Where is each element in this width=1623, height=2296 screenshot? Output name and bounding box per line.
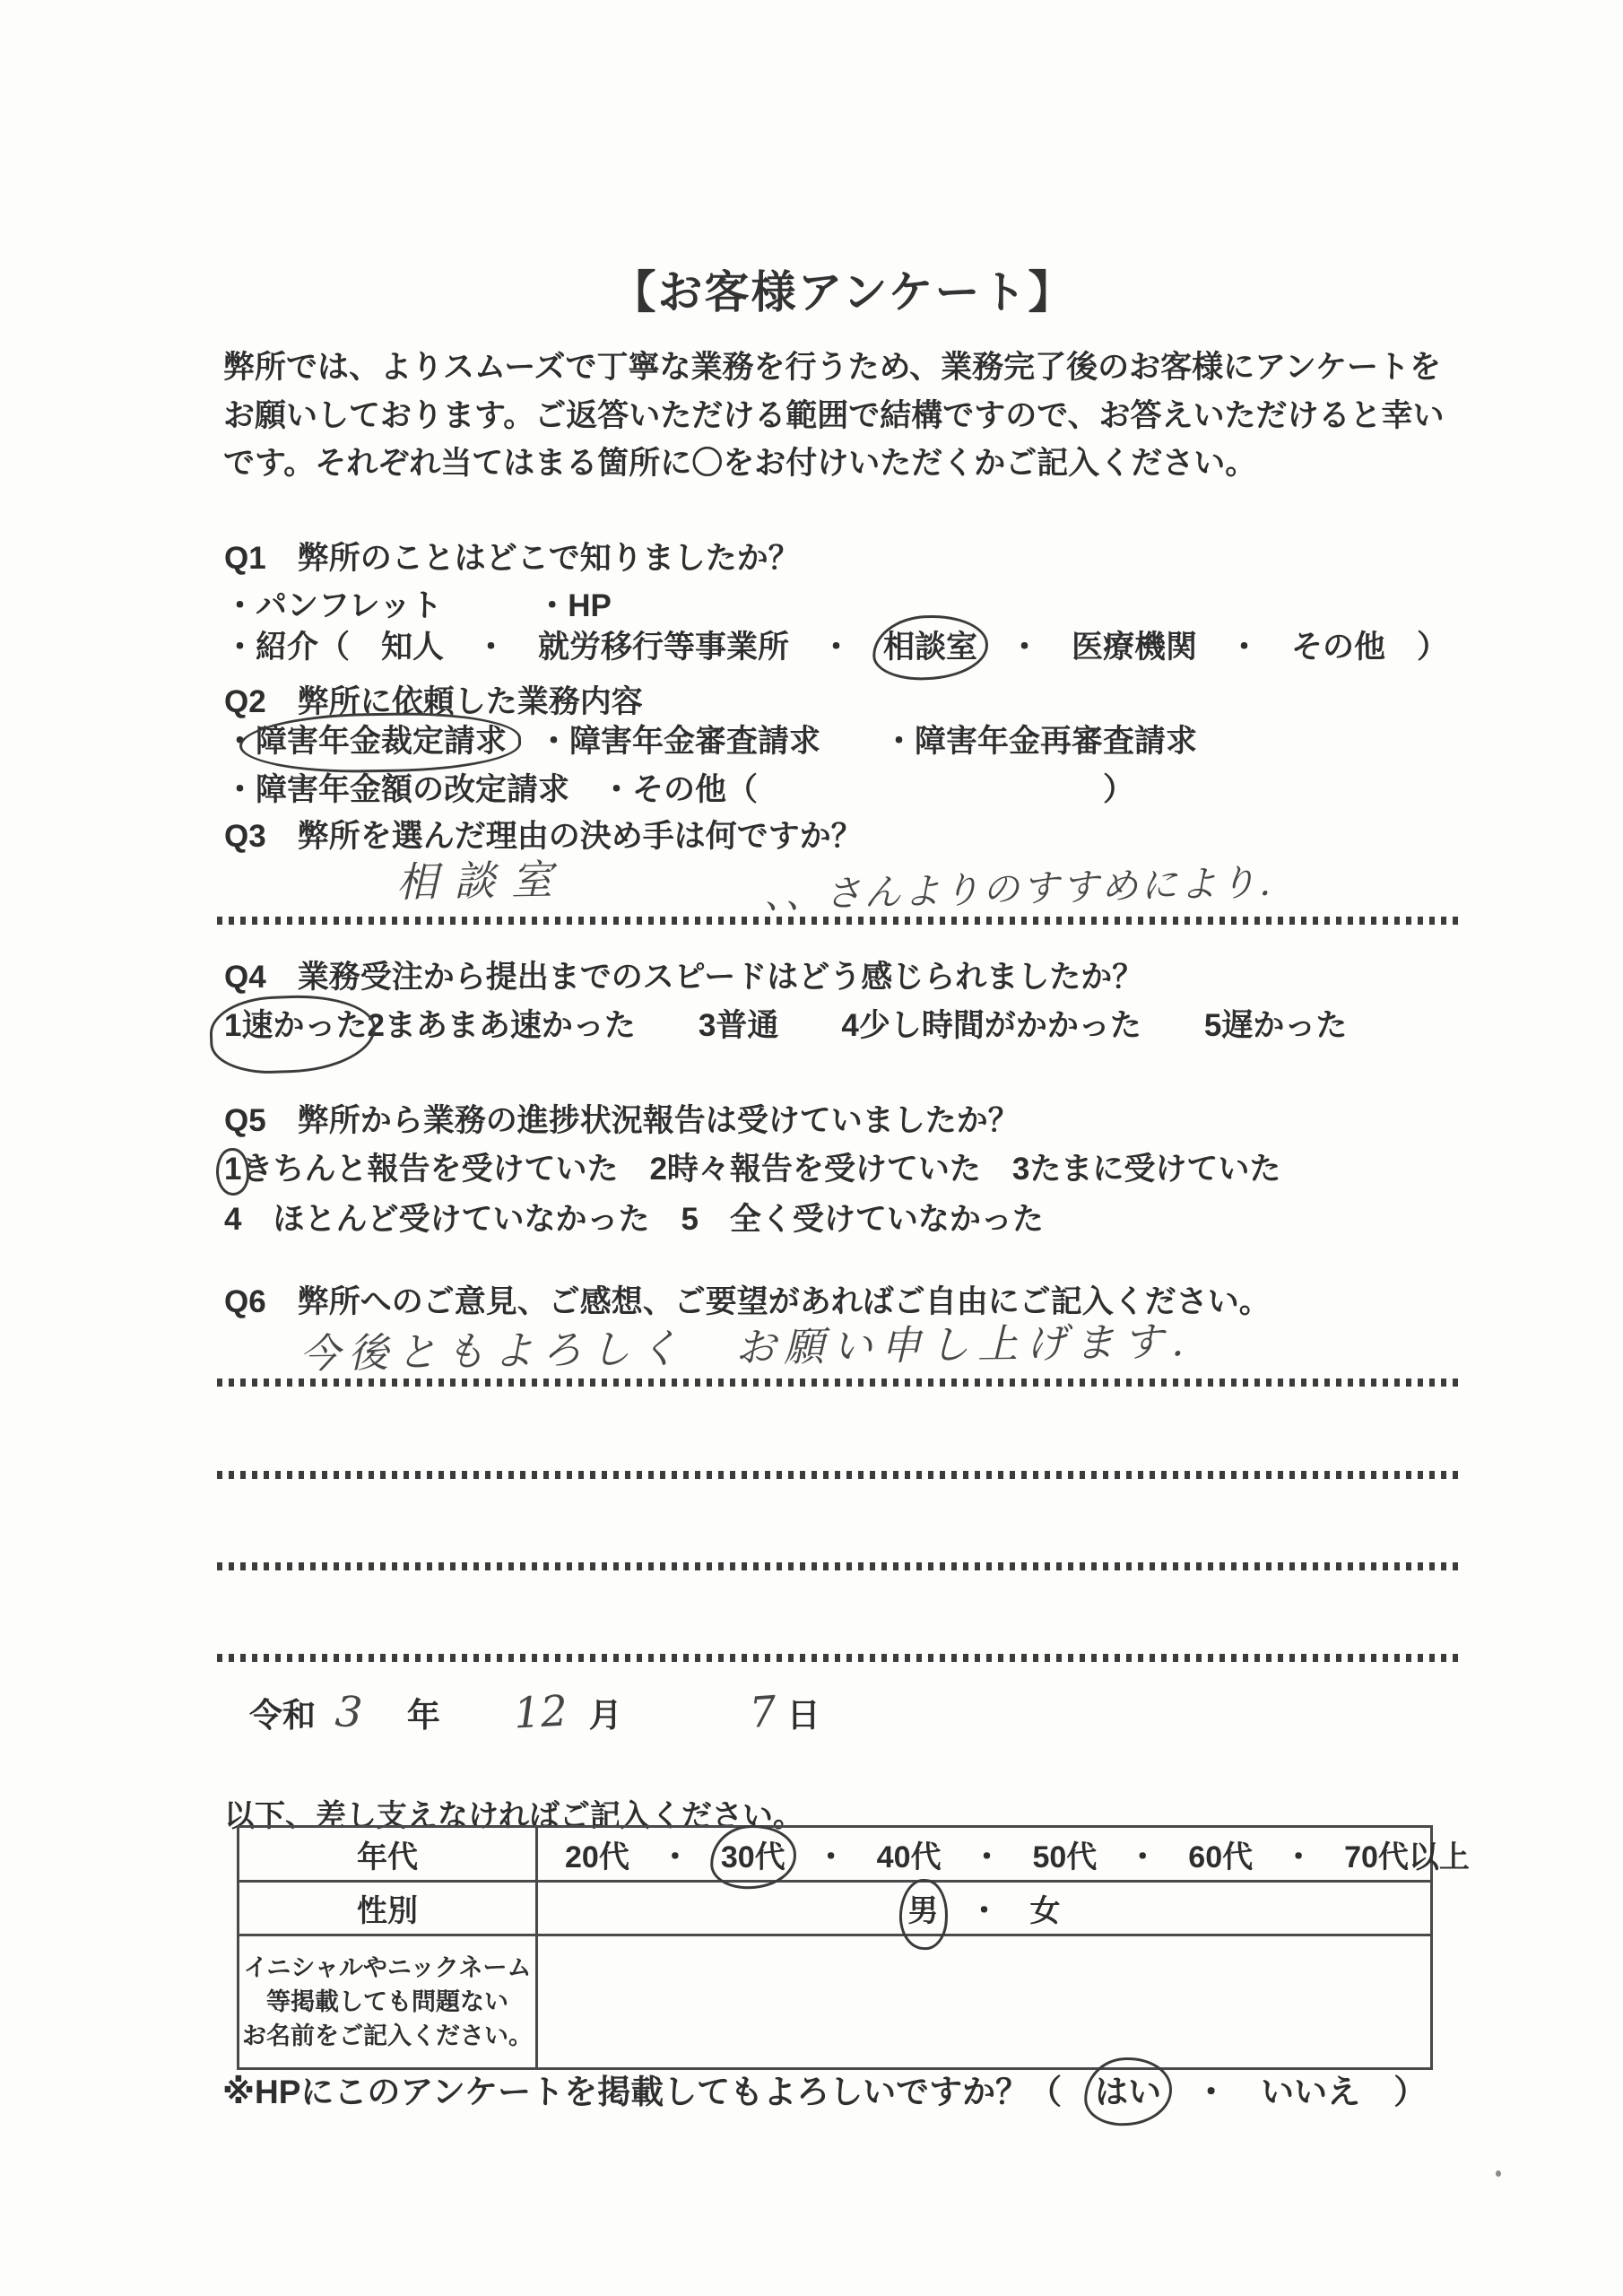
handwritten-day-value: 7 — [747, 1687, 778, 1738]
year-label: 年 — [406, 1697, 440, 1734]
q4-heading: Q4 業務受注から提出までのスピードはどう感じられましたか？ — [224, 960, 1144, 995]
q2-row1-prefix: ・ — [224, 724, 256, 759]
gender-label: 性別 — [239, 1883, 538, 1934]
q6-heading: Q6 弊所へのご意見、ご感想、ご要望があればご自由にご記入ください。 — [224, 1284, 1271, 1319]
q6-answer-dotted-line-4 — [217, 1654, 1463, 1662]
q1-row2-prefix: ・紹介（ 知人 ・ 就労移行等事業所 ・ — [224, 630, 884, 665]
q6-answer-dotted-line-3 — [217, 1562, 1463, 1570]
intro-text: 弊所では、よりスムーズで丁寧な業務を行うため、業務完了後のお客様にアンケートをお願いしております。ご返答いただける範囲で結構ですので、お答えいただけると幸いです。それぞれ当てはまる箇所に〇をお付けいただくかご記入ください。 — [223, 350, 1445, 481]
q6-answer-dotted-line-1 — [217, 1378, 1463, 1387]
name-label-line1: イニシャルやニックネーム — [243, 1954, 532, 1981]
age-options-suffix: ・ 40代 ・ 50代 ・ 60代 ・ 70代以上 — [785, 1839, 1470, 1874]
q6-answer-dotted-line-2 — [217, 1471, 1463, 1479]
era-label: 令和 — [249, 1697, 316, 1734]
age-options — [538, 1828, 1470, 1880]
q4-row-suffix: 2まあまあ速かった 3普通 4少し時間がかかった 5遅かった — [367, 1008, 1348, 1043]
name-label-line2: 等掲載しても問題ない — [266, 1988, 508, 2015]
q4-circled-answer-hayakatta: 1速かった — [224, 1001, 367, 1046]
q3-handwritten-answer-part2: 、、さんよりのすすめにより. — [763, 860, 1274, 918]
age-circled-answer-30s: 30代 — [721, 1832, 785, 1876]
day-label: 日 — [786, 1697, 820, 1734]
handwritten-month-value: 12 — [512, 1686, 569, 1739]
hp-consent-prefix: ※HPにこのアンケートを掲載してもよろしいですか？（ — [222, 2074, 1096, 2110]
q5-heading: Q5 弊所から業務の進捗状況報告は受けていましたか？ — [224, 1103, 1020, 1138]
hp-consent-circled-answer-yes: はい — [1095, 2065, 1161, 2113]
q5-circled-answer-1: 1 — [224, 1152, 242, 1187]
q5-options-row2: 4 ほとんど受けていなかった 5 全く受けていなかった — [224, 1202, 1044, 1237]
age-label: 年代 — [239, 1828, 538, 1880]
handwritten-year-value: 3 — [334, 1687, 364, 1738]
gender-options-suffix: ・ 女 — [938, 1894, 1061, 1928]
name-label-line3: お名前をご記入ください。 — [242, 2022, 533, 2049]
page-title: 【お客様アンケート】 — [611, 267, 1075, 317]
age-row — [239, 1828, 1470, 1880]
q1-circled-answer-soudanshitsu: 相談室 — [883, 622, 977, 667]
profile-table — [237, 1825, 1470, 2070]
q2-options-row1 — [224, 717, 1197, 761]
q3-handwritten-answer-part1: 相談室 — [395, 855, 569, 907]
q6-handwritten-answer: 今後ともよろしく お願い申し上げます. — [299, 1318, 1193, 1378]
q2-heading: Q2 弊所に依頼した業務内容 — [224, 684, 643, 719]
q2-circled-answer-saitei-seikyu: 障害年金裁定請求 — [256, 717, 507, 761]
q2-row1-suffix: ・障害年金審査請求 ・障害年金再審査請求 — [507, 724, 1198, 759]
profile-note: 以下、差し支えなければご記入ください。 — [224, 1799, 803, 1833]
q1-heading: Q1 弊所のことはどこで知りましたか？ — [224, 541, 800, 576]
gender-circled-answer-male: 男 — [908, 1886, 939, 1930]
q3-answer-dotted-line — [217, 917, 1463, 925]
age-options-prefix: 20代 ・ — [565, 1839, 721, 1874]
name-row — [239, 1934, 1430, 2067]
q1-options-row2 — [224, 622, 1448, 667]
scan-speck — [1496, 2170, 1501, 2177]
name-value-cell — [538, 1936, 1430, 2067]
month-label: 月 — [588, 1697, 622, 1734]
hp-consent-suffix: ・ いいえ ） — [1161, 2074, 1428, 2110]
q2-options-row2: ・障害年金額の改定請求 ・その他（ ） — [224, 772, 1135, 807]
q5-options-row1 — [224, 1144, 1280, 1189]
hp-consent-line — [222, 2065, 1427, 2113]
gender-options — [538, 1883, 1430, 1934]
q3-heading: Q3 弊所を選んだ理由の決め手は何ですか？ — [224, 819, 863, 854]
q1-options-row1: ・パンフレット ・HP — [224, 588, 612, 623]
q1-row2-suffix: ・ 医療機関 ・ その他 ） — [977, 630, 1449, 665]
name-label — [239, 1936, 538, 2067]
date-line — [249, 1688, 820, 1737]
q4-options-row — [224, 1001, 1347, 1046]
q5-row1-suffix: きちんと報告を受けていた 2時々報告を受けていた 3たまに受けていた — [241, 1152, 1281, 1187]
gender-row — [239, 1880, 1430, 1934]
